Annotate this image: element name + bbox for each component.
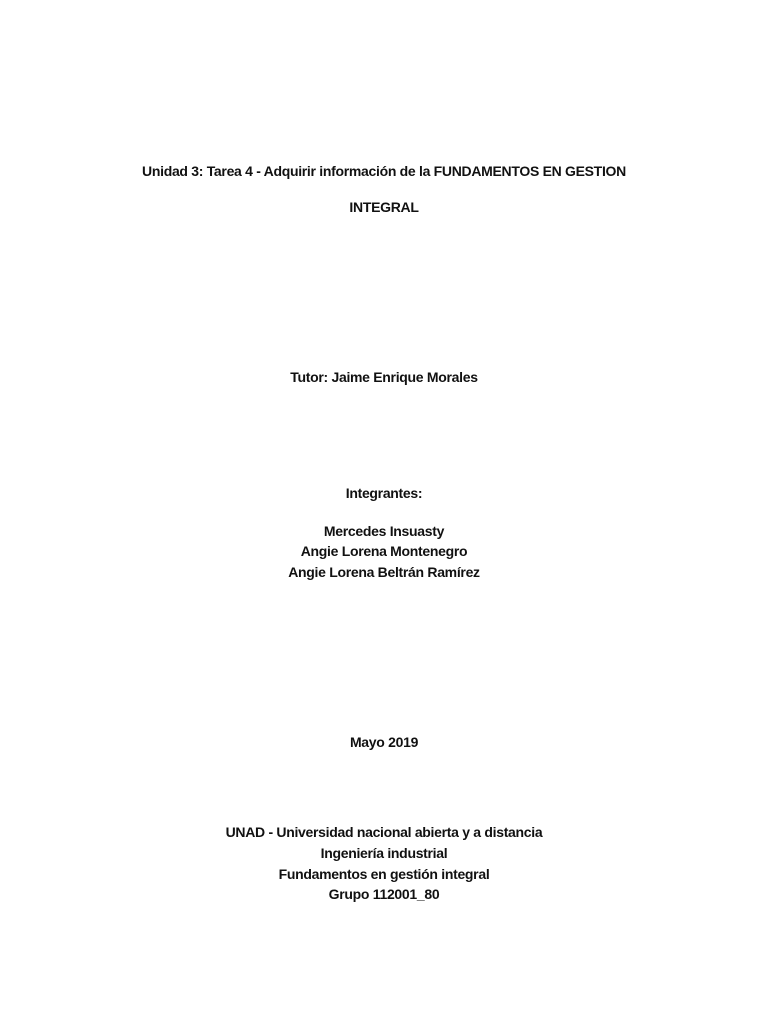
document-title-line-1: Unidad 3: Tarea 4 - Adquirir información de la FUNDAMENTOS EN GESTION — [142, 163, 626, 179]
member-name: Angie Lorena Beltrán Ramírez — [288, 564, 480, 580]
document-title-line-2: INTEGRAL — [349, 199, 419, 215]
member-name: Mercedes Insuasty — [323, 523, 445, 539]
tutor-name: Tutor: Jaime Enrique Morales — [290, 369, 478, 385]
institution-name: UNAD - Universidad nacional abierta y a distancia — [225, 824, 543, 840]
integrantes-heading: Integrantes: — [345, 485, 423, 501]
document-date: Mayo 2019 — [349, 734, 419, 750]
course-name: Fundamentos en gestión integral — [278, 866, 490, 882]
program-name: Ingeniería industrial — [320, 845, 448, 861]
group-number: Grupo 112001_80 — [328, 886, 440, 902]
member-name: Angie Lorena Montenegro — [300, 543, 468, 559]
